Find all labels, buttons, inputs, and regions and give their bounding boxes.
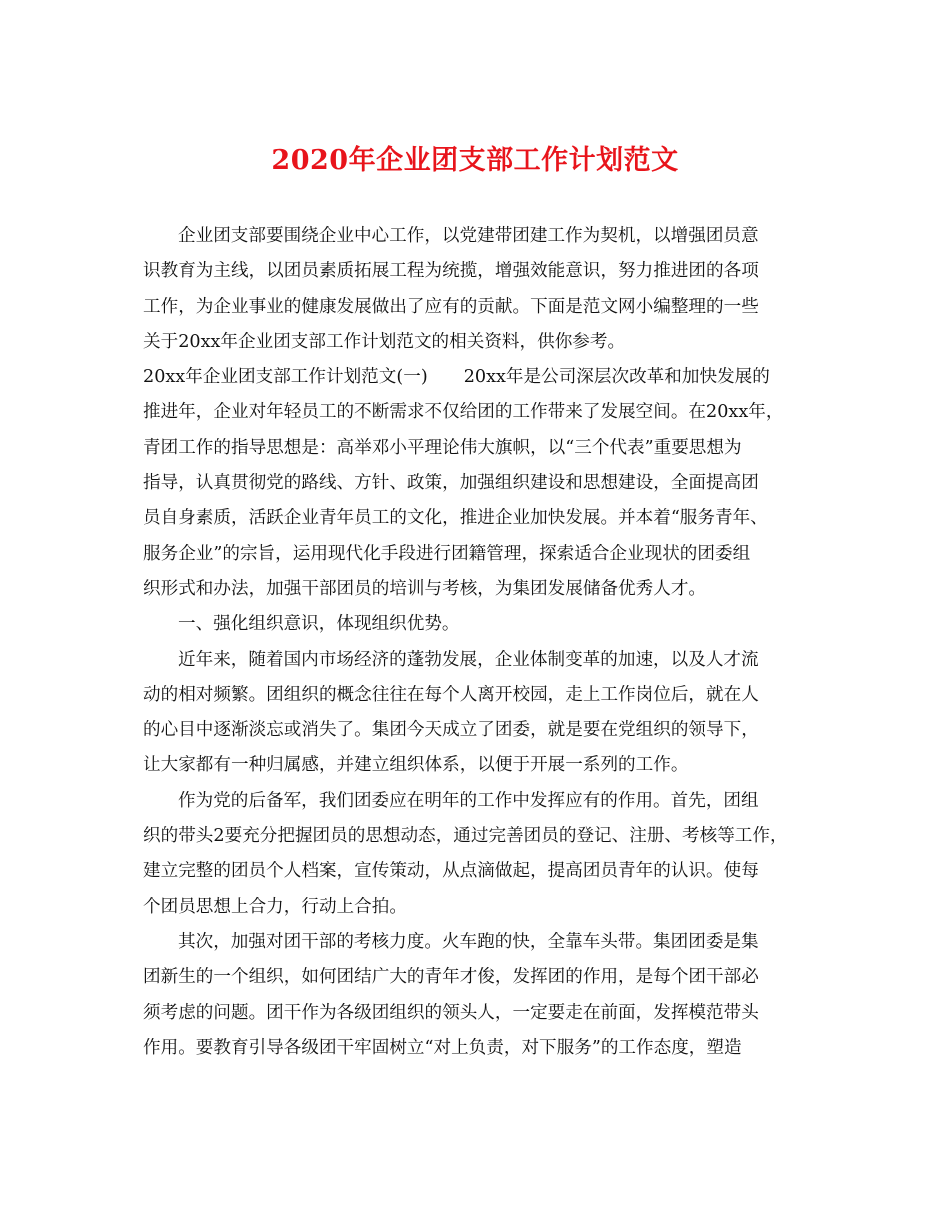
paragraph-line: 推进年，企业对年轻员工的不断需求不仅给团的工作带来了发展空间。在20xx年， bbox=[143, 402, 784, 423]
document-title: 2020年企业团支部工作计划范文 bbox=[271, 145, 679, 176]
paragraph-line: 近年来，随着国内市场经济的蓬勃发展，企业体制变革的加速，以及人才流 bbox=[178, 649, 759, 670]
paragraph-line: 让大家都有一种归属感，并建立组织体系，以便于开展一系列的工作。 bbox=[143, 755, 689, 776]
paragraph-line: 的心目中逐渐淡忘或消失了。集团今天成立了团委，就是要在党组织的领导下， bbox=[143, 720, 759, 741]
paragraph-line: 关于20xx年企业团支部工作计划范文的相关资料，供你参考。 bbox=[143, 331, 626, 352]
paragraph-line: 青团工作的指导思想是：高举邓小平理论伟大旗帜，以“三个代表”重要思想为 bbox=[143, 437, 742, 458]
document-body bbox=[143, 219, 843, 1066]
paragraph-line: 服务企业”的宗旨，运用现代化手段进行团籍管理，探索适合企业现状的团委组 bbox=[143, 543, 751, 564]
paragraph-line bbox=[143, 360, 843, 395]
paragraph-line: 识教育为主线，以团员素质拓展工程为统揽，增强效能意识，努力推进团的各项 bbox=[143, 261, 759, 282]
paragraph-line: 建立完整的团员个人档案，宣传策动，从点滴做起，提高团员青年的认识。使每 bbox=[143, 861, 759, 882]
paragraph-line: 作为党的后备军，我们团委应在明年的工作中发挥应有的作用。首先，团组 bbox=[178, 790, 759, 811]
paragraph-line: 个团员思想上合力，行动上合拍。 bbox=[143, 896, 407, 917]
paragraph-line: 动的相对频繁。团组织的概念往往在每个人离开校园，走上工作岗位后，就在人 bbox=[143, 684, 759, 705]
paragraph-line: 须考虑的问题。团干作为各级团组织的领头人，一定要走在前面，发挥模范带头 bbox=[143, 1002, 759, 1023]
paragraph-line: 指导，认真贯彻党的路线、方针、政策，加强组织建设和思想建设，全面提高团 bbox=[143, 473, 759, 494]
paragraph-line: 其次，加强对团干部的考核力度。火车跑的快，全靠车头带。集团团委是集 bbox=[178, 931, 759, 952]
paragraph-line: 员自身素质，活跃企业青年员工的文化，推进企业加快发展。并本着“服务青年、 bbox=[143, 508, 768, 529]
paragraph-text: 20xx年是公司深层次改革和加快发展的 bbox=[463, 367, 770, 388]
section-heading: 一、强化组织意识，体现组织优势。 bbox=[178, 614, 460, 635]
paragraph-line: 团新生的一个组织，如何团结广大的青年才俊，发挥团的作用，是每个团干部必 bbox=[143, 967, 759, 988]
paragraph-line: 作用。要教育引导各级团干牢固树立“对上负责，对下服务”的工作态度，塑造 bbox=[143, 1037, 742, 1058]
section-heading: 20xx年企业团支部工作计划范文(一) bbox=[143, 367, 428, 388]
paragraph-line: 工作，为企业事业的健康发展做出了应有的贡献。下面是范文网小编整理的一些 bbox=[143, 296, 759, 317]
paragraph-line: 织的带头2要充分把握团员的思想动态，通过完善团员的登记、注册、考核等工作， bbox=[143, 826, 788, 847]
paragraph-line: 织形式和办法，加强干部团员的培训与考核，为集团发展储备优秀人才。 bbox=[143, 578, 707, 599]
paragraph-line: 企业团支部要围绕企业中心工作，以党建带团建工作为契机，以增强团员意 bbox=[178, 226, 759, 246]
